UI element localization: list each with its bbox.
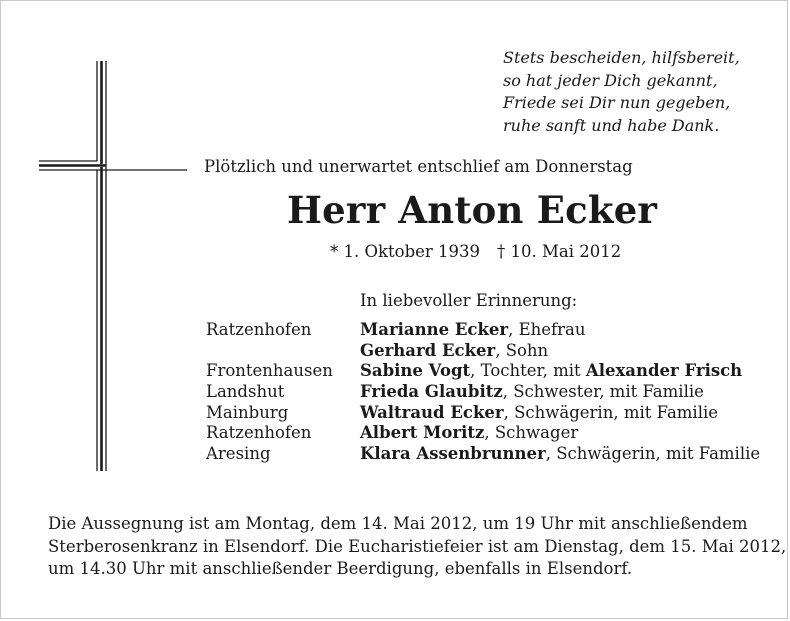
mourner-relation: , Tochter, mit [470,361,586,381]
mourner-relation: , Ehefrau [508,320,586,339]
mourner-name: Frieda Glaubitz [360,382,503,402]
poem-line: so hat jeder Dich gekannt, [503,70,718,90]
mourner-name: Marianne Ecker [360,320,509,339]
place: Mainburg [206,402,289,422]
mourner-entry [360,403,760,424]
mourner-partner-name: Alexander Frisch [585,361,743,381]
place: Aresing [206,444,271,464]
birth-date: * 1. Oktober 1939 [330,242,481,261]
cross-icon [39,61,187,471]
poem [503,47,740,137]
poem-line: ruhe sanft und habe Dank. [503,115,720,135]
death-date: † 10. Mai 2012 [497,242,622,261]
mourner-entry [360,423,760,444]
mourner-relation: , Schwester, mit Familie [502,382,704,402]
place [206,341,333,362]
memory-heading: In liebevoller Erinnerung: [360,291,578,310]
intro-text: Plötzlich und unerwartet entschlief am Donnerstag [204,157,633,176]
service-line: Die Aussegnung ist am Montag, dem 14. Mai 2012, um 19 Uhr mit anschließendem [48,514,748,533]
mourner-relation: , Schwägerin, mit Familie [503,402,719,422]
mourner-name: Waltraud Ecker [360,402,504,422]
mourner-relation: , Schwager [484,423,579,443]
mourner-name: Klara Assenbrunner [360,444,546,464]
place: Ratzenhofen [206,423,312,443]
mourner-entry [360,361,760,382]
mourner-name: Sabine Vogt [360,361,471,381]
poem-line: Stets bescheiden, hilfsbereit, [503,48,740,67]
service-line: Sterberosenkranz in Elsendorf. Die Eucharistiefeier ist am Dienstag, dem 15. Mai 2012, [48,536,787,556]
mourner-places [206,320,333,465]
place: Landshut [206,382,285,402]
mourner-entry [360,444,760,465]
mourner-list [360,320,760,465]
mourner-relation: , Sohn [495,340,549,360]
mourner-entry [360,341,760,362]
mourner-entry [360,382,760,403]
service-line: um 14.30 Uhr mit anschließender Beerdigung, ebenfalls in Elsendorf. [48,559,633,578]
service-details [48,513,787,581]
deceased-name: Herr Anton Ecker [287,188,658,232]
mourner-name: Gerhard Ecker [360,340,496,360]
poem-line: Friede sei Dir nun gegeben, [503,93,731,112]
place: Frontenhausen [206,361,333,381]
mourner-relation: , Schwägerin, mit Familie [545,444,761,464]
mourner-name: Albert Moritz [360,423,485,443]
place: Ratzenhofen [206,320,312,339]
mourner-entry [360,320,760,341]
